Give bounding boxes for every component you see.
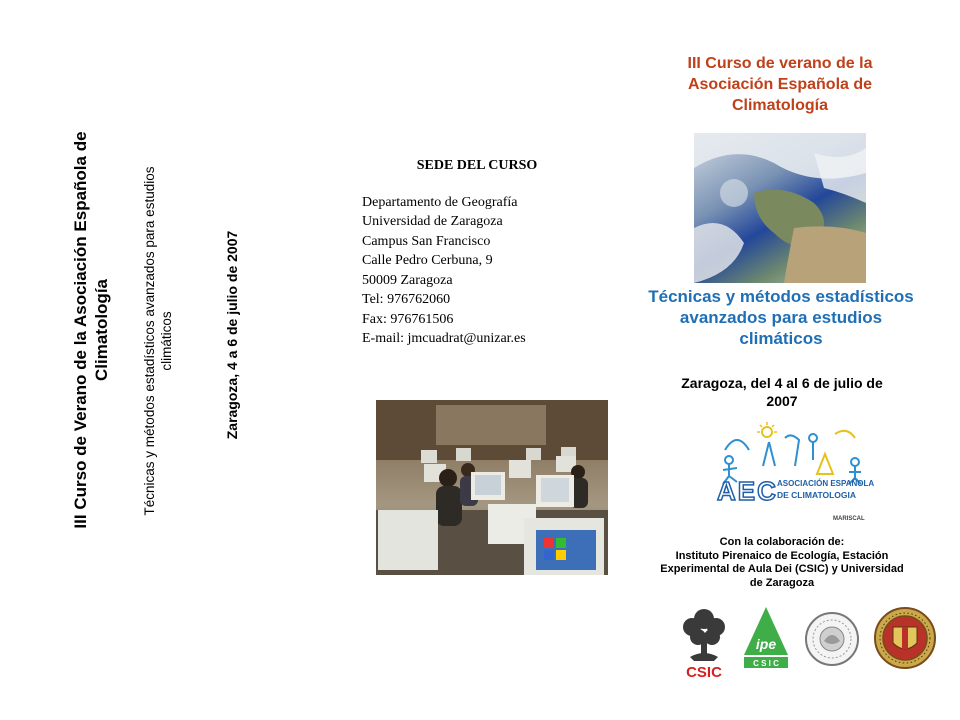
collaboration-block — [660, 536, 904, 590]
venue-line: Departamento de Geografía — [362, 194, 518, 210]
satellite-image — [694, 133, 866, 283]
venue-line: 50009 Zaragoza — [362, 272, 453, 288]
aec-signature: MARISCAL — [833, 516, 865, 522]
classroom-photo — [376, 400, 608, 575]
satellite-image-illustration — [694, 133, 866, 283]
spine-subtitle-line2: climáticos — [159, 311, 174, 371]
spine-title-line2: Climatología — [92, 279, 111, 382]
aec-initials: AEC — [717, 476, 778, 506]
collaboration-heading: Con la colaboración de: — [719, 536, 845, 548]
aec-name-line2: DE CLIMATOLOGIA — [777, 490, 857, 500]
venue-phone: Tel: 976762060 — [362, 292, 451, 307]
classroom-photo-illustration — [376, 400, 608, 575]
spine-subtitle-line1: Técnicas y métodos estadísticos avanzados para estudios — [142, 166, 157, 516]
cover-date: Zaragoza, del 4 al 6 de julio de 2007 — [681, 375, 883, 409]
aec-name-line1: ASOCIACIÓN ESPAÑOLA — [777, 479, 875, 488]
venue-fax: Fax: 976761506 — [362, 311, 454, 327]
venue-line: Universidad de Zaragoza — [362, 214, 503, 229]
spine-subtitle — [141, 91, 187, 591]
venue-email: E-mail: jmcuadrat@unizar.es — [362, 331, 526, 346]
spine-course-title — [70, 80, 130, 580]
ipe-label: ipe — [755, 636, 777, 652]
cover-title: III Curso de verano de la Asociación Española de Climatología — [687, 55, 873, 114]
spine-date: Zaragoza, 4 a 6 de julio de 2007 — [224, 230, 240, 440]
spine-title-line1: III Curso de Verano de la Asociación Española de — [71, 131, 90, 529]
unizar-seal-logo — [874, 607, 936, 669]
csic-label: CSIC — [686, 664, 722, 681]
venue-line: Calle Pedro Cerbuna, 9 — [362, 253, 493, 268]
venue-block — [362, 156, 602, 349]
venue-line: Campus San Francisco — [362, 233, 491, 249]
estacion-seal-logo — [804, 611, 860, 667]
aec-logo-graphic — [715, 420, 875, 524]
aec-logo — [715, 420, 875, 524]
ipe-csic-label: C S I C — [753, 659, 779, 668]
csic-logo — [676, 605, 732, 681]
collaboration-text: Instituto Pirenaico de Ecología, Estación Experimental de Aula Dei (CSIC) y Universidad de Zaragoza — [660, 549, 904, 589]
sponsor-logos — [676, 605, 938, 685]
venue-title: SEDE DEL CURSO — [416, 158, 538, 173]
cover-subtitle: Técnicas y métodos estadísticos avanzados para estudios climáticos — [648, 287, 914, 348]
ipe-logo — [742, 605, 790, 671]
